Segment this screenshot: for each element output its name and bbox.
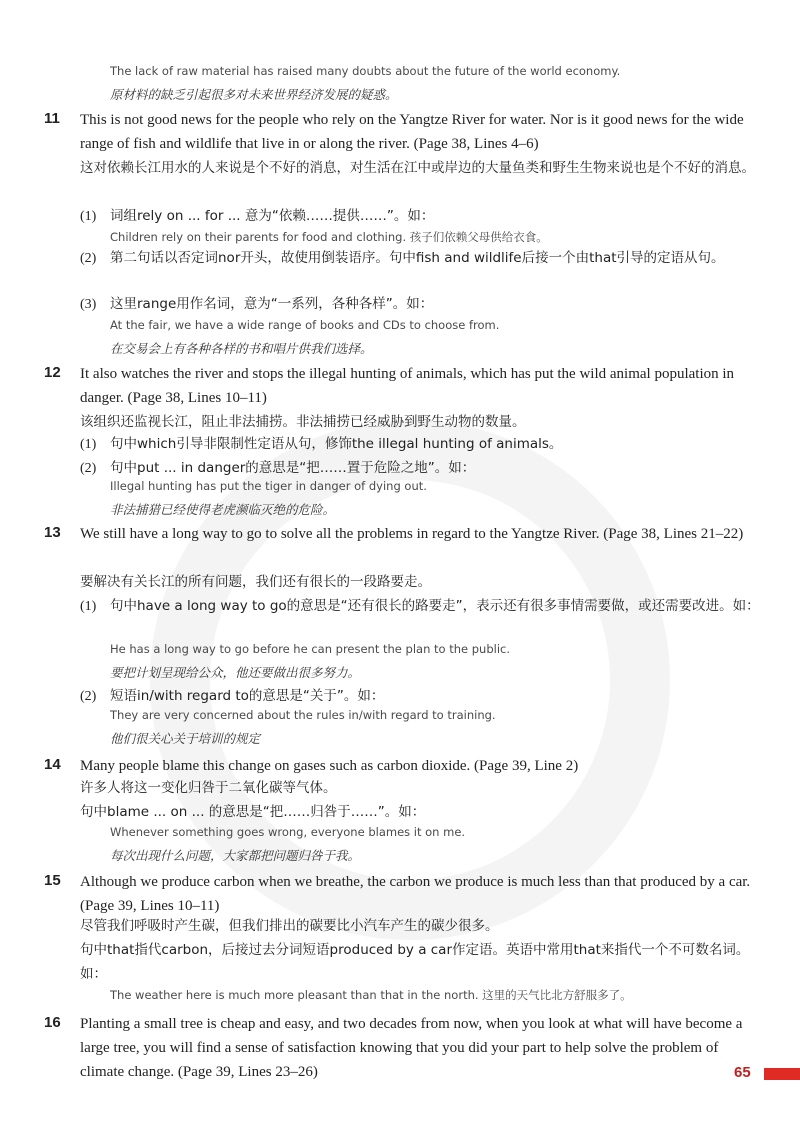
- note-label: (1): [80, 599, 97, 614]
- item-sentence-en: Planting a small tree is cheap and easy, and two decades from now, when you look at what will have become a large tree, you will find a sense of satisfaction knowing that you did your part to help solve the problem of climate change. (Page 39, Lines 23–26): [80, 1016, 743, 1080]
- note-text: 短语in/with regard to的意思是“关于”。如：: [110, 688, 385, 704]
- item-number: 15: [44, 872, 61, 889]
- item-translation-zh: 这对依赖长江用水的人来说是个不好的消息，对生活在江中或岸边的大量鱼类和野生生物来说也是个不好的消息。: [80, 160, 755, 176]
- item-sentence-en: This is not good news for the people who rely on the Yangtze River for water. Nor is it good news for the wide range of fish and wildlife that live in or along the river. (Page 38, Lines 4–6): [80, 112, 744, 152]
- note-label: (2): [80, 251, 97, 266]
- item-sentence-en: Many people blame this change on gases such as carbon dioxide. (Page 39, Line 2): [80, 758, 579, 774]
- item-number: 11: [44, 110, 60, 127]
- note-item: [80, 456, 770, 481]
- page-accent-bar: [764, 1068, 800, 1080]
- note-example-en: He has a long way to go before he can present the plan to the public.: [110, 642, 511, 656]
- item-translation-zh: 尽管我们呼吸时产生碳，但我们排出的碳要比小汽车产生的碳少很多。: [80, 918, 499, 934]
- note-example-en: They are very concerned about the rules in/with regard to training.: [110, 708, 496, 722]
- intro-example-zh: 原材料的缺乏引起很多对未来世界经济发展的疑惑。: [110, 87, 398, 102]
- note-item: [80, 684, 770, 709]
- note-item: [80, 432, 770, 457]
- item-note-zh: 句中blame ... on ... 的意思是“把……归咎于……”。如：: [80, 804, 426, 820]
- page-number: 65: [734, 1064, 751, 1081]
- note-label: (3): [80, 297, 97, 312]
- note-label: (2): [80, 461, 97, 476]
- note-text: 第二句话以否定词nor开头，故使用倒装语序。句中fish and wildlife后接一个由that引导的定语从句。: [110, 250, 725, 266]
- note-text: 句中have a long way to go的意思是“还有很长的路要走”，表示还有很多事情需要做，或还需要改进。如：: [110, 598, 760, 614]
- item-number: 12: [44, 364, 61, 381]
- note-text: 句中which引导非限制性定语从句，修饰the illegal hunting of animals。: [110, 436, 563, 452]
- note-example-en: At the fair, we have a wide range of books and CDs to choose from.: [110, 318, 500, 332]
- item-translation-zh: 许多人将这一变化归咎于二氧化碳等气体。: [80, 780, 337, 796]
- note-example-en: Children rely on their parents for food and clothing. 孩子们依赖父母供给衣食。: [110, 230, 548, 244]
- note-item: [80, 246, 770, 271]
- item-number: 16: [44, 1014, 61, 1031]
- note-example-zh: 他们很关心关于培训的规定: [110, 731, 261, 746]
- note-item: [80, 204, 770, 229]
- note-example-en: The weather here is much more pleasant than that in the north. 这里的天气比北方舒服多了。: [110, 988, 632, 1002]
- item-sentence-en: It also watches the river and stops the illegal hunting of animals, which has put the wild animal population in danger. (Page 38, Lines 10–11): [80, 366, 735, 406]
- note-example-en: Illegal hunting has put the tiger in danger of dying out.: [110, 479, 427, 493]
- note-item: [80, 594, 770, 619]
- note-example-zh: 每次出现什么问题，大家都把问题归咎于我。: [110, 848, 361, 863]
- note-label: (1): [80, 209, 97, 224]
- note-label: (1): [80, 437, 97, 452]
- item-sentence-en: Although we produce carbon when we breathe, the carbon we produce is much less than that produced by a car. (Page 39, Lines 10–11): [80, 874, 751, 914]
- note-text: 这里range用作名词，意为“一系列，各种各样”。如：: [110, 296, 434, 312]
- note-text: 句中put ... in danger的意思是“把……置于危险之地”。如：: [110, 460, 476, 476]
- item-translation-zh: 该组织还监视长江，阻止非法捕捞。非法捕捞已经威胁到野生动物的数量。: [80, 414, 526, 430]
- note-example-en: Whenever something goes wrong, everyone blames it on me.: [110, 825, 466, 839]
- note-text: 词组rely on ... for ... 意为“依赖……提供……”。如：: [110, 208, 435, 224]
- note-label: (2): [80, 689, 97, 704]
- note-example-zh: 要把计划呈现给公众，他还要做出很多努力。: [110, 665, 361, 680]
- item-note-zh: 句中that指代carbon，后接过去分词短语produced by a car作定语。英语中常用that来指代一个不可数名词。如：: [80, 942, 750, 982]
- intro-example-en: The lack of raw material has raised many doubts about the future of the world economy.: [110, 64, 621, 78]
- note-example-zh: 在交易会上有各种各样的书和唱片供我们选择。: [110, 341, 373, 356]
- item-translation-zh: 要解决有关长江的所有问题，我们还有很长的一段路要走。: [80, 574, 431, 590]
- note-item: [80, 292, 770, 317]
- note-example-zh: 非法捕猎已经使得老虎濒临灭绝的危险。: [110, 502, 336, 517]
- item-sentence-en: We still have a long way to go to solve all the problems in regard to the Yangtze River. (Page 38, Lines 21–22): [80, 526, 744, 542]
- item-number: 14: [44, 756, 61, 773]
- item-number: 13: [44, 524, 61, 541]
